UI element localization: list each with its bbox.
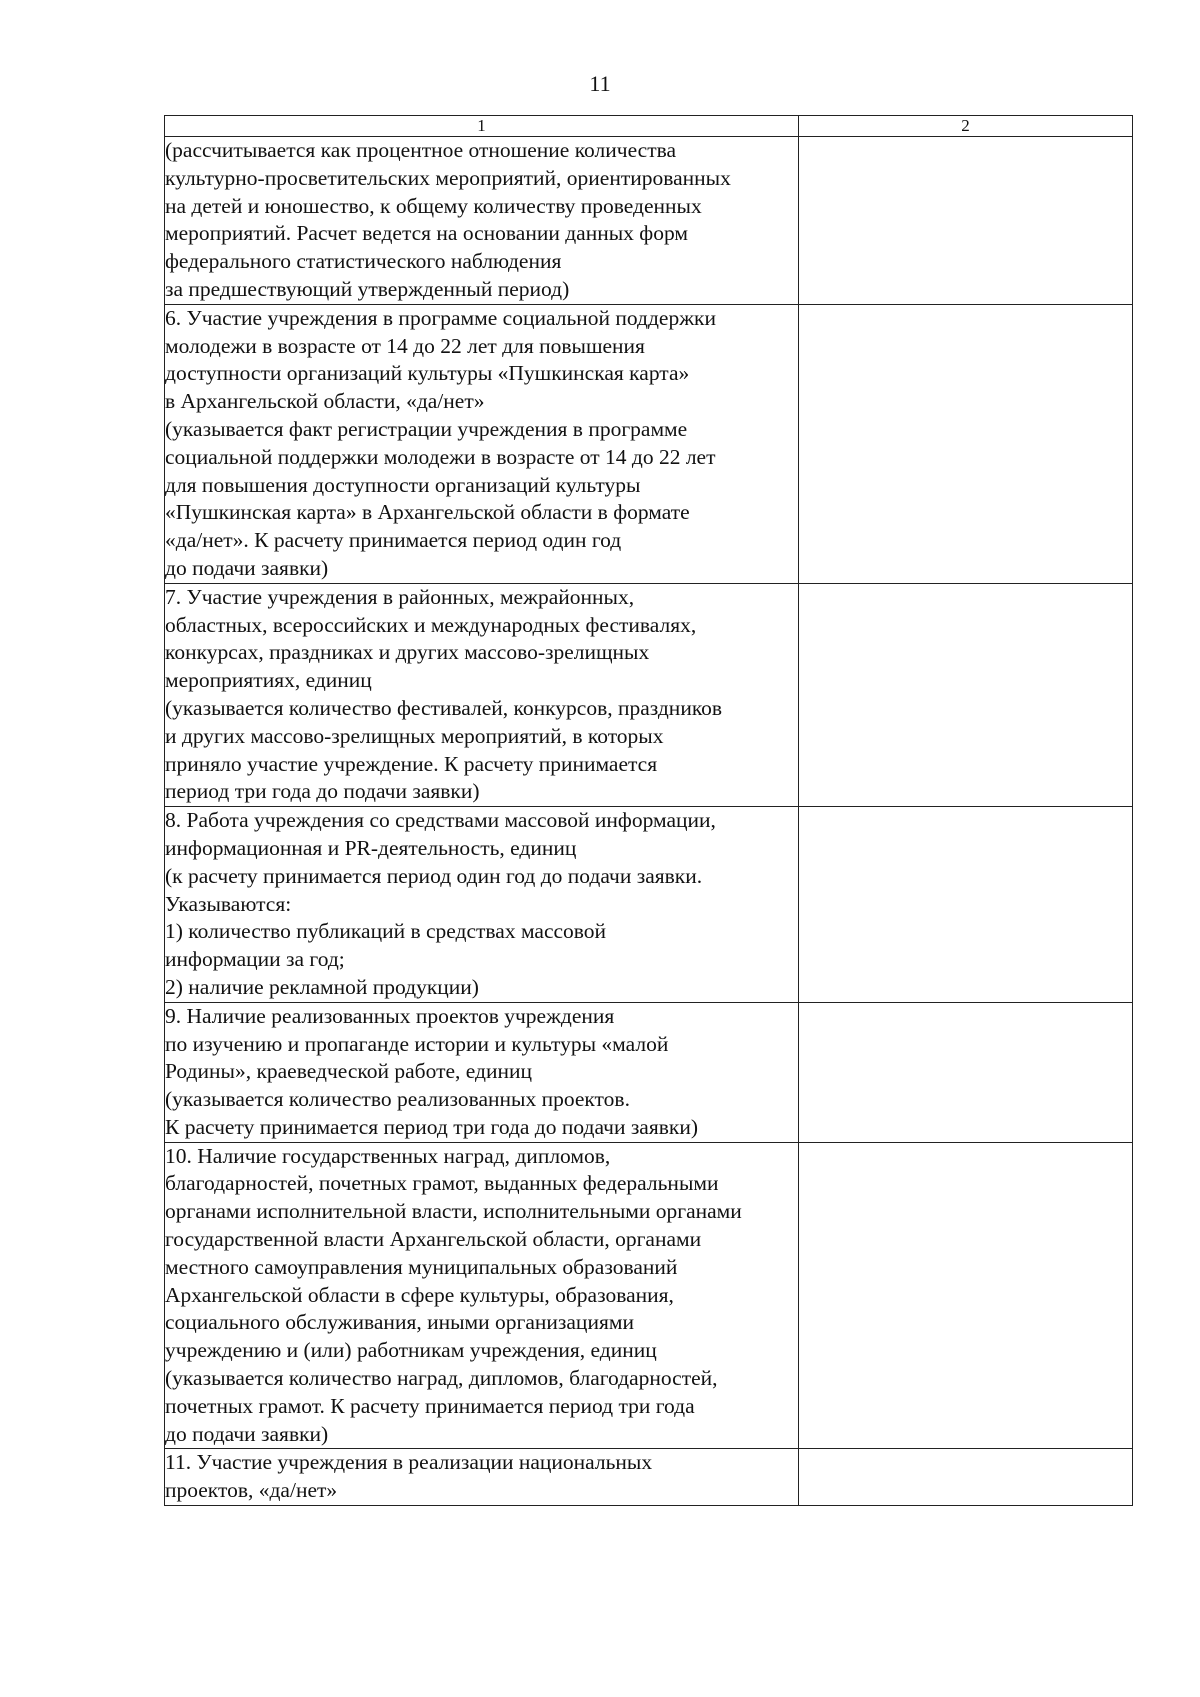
criterion-text-line: молодежи в возрасте от 14 до 22 лет для повышения xyxy=(165,333,645,358)
criterion-text-line: государственной власти Архангельской области, органами xyxy=(165,1227,702,1252)
criterion-text-line: 8. Работа учреждения со средствами массовой информации, xyxy=(165,808,716,833)
criterion-text-line: приняло участие учреждение. К расчету принимается xyxy=(165,751,658,776)
criterion-value-cell xyxy=(799,1449,1133,1506)
criterion-description-cell xyxy=(165,807,799,1003)
criterion-text-line: (указывается количество реализованных проектов. xyxy=(165,1087,630,1112)
criterion-text-line: мероприятий. Расчет ведется на основании данных форм xyxy=(165,221,689,246)
criterion-text-line: до подачи заявки) xyxy=(165,1421,329,1446)
criterion-text-line: для повышения доступности организаций культуры xyxy=(165,472,641,497)
criterion-text-line: органами исполнительной власти, исполнительными органами xyxy=(165,1199,742,1224)
table-row xyxy=(165,583,1133,806)
criterion-text-line: информации за год; xyxy=(165,947,345,972)
criterion-text-line: областных, всероссийских и международных фестивалях, xyxy=(165,612,697,637)
table-row xyxy=(165,137,1133,305)
criterion-text-line: «да/нет». К расчету принимается период один год xyxy=(165,528,622,553)
criterion-text-line: местного самоуправления муниципальных образований xyxy=(165,1254,678,1279)
criterion-description-cell xyxy=(165,1142,799,1449)
criterion-text-line: по изучению и пропаганде истории и культуры «малой xyxy=(165,1031,669,1056)
criterion-value-cell xyxy=(799,1142,1133,1449)
criterion-text-line: Указываются: xyxy=(165,891,292,916)
criterion-text-line: до подачи заявки) xyxy=(165,555,329,580)
criterion-value-cell xyxy=(799,807,1133,1003)
criterion-text-line: 9. Наличие реализованных проектов учреждения xyxy=(165,1003,615,1028)
criterion-text-line: учреждению и (или) работникам учреждения, единиц xyxy=(165,1338,657,1363)
criterion-text-line: (указывается факт регистрации учреждения в программе xyxy=(165,416,688,441)
criterion-text-line: культурно-просветительских мероприятий, ориентированных xyxy=(165,165,731,190)
page-number: 11 xyxy=(589,71,611,96)
criterion-value-cell xyxy=(799,304,1133,583)
criterion-text-line: 7. Участие учреждения в районных, межрайонных, xyxy=(165,584,635,609)
criterion-description-cell xyxy=(165,1449,799,1506)
column-header-1: 1 xyxy=(165,116,799,137)
criterion-description-cell xyxy=(165,304,799,583)
criterion-text-line: Родины», краеведческой работе, единиц xyxy=(165,1059,532,1084)
criterion-text-line: в Архангельской области, «да/нет» xyxy=(165,389,485,414)
criterion-text-line: (к расчету принимается период один год до подачи заявки. xyxy=(165,863,703,888)
criterion-value-cell xyxy=(799,1002,1133,1142)
criterion-text-line: социальной поддержки молодежи в возрасте от 14 до 22 лет xyxy=(165,444,716,469)
criterion-text-line: (указывается количество фестивалей, конкурсов, праздников xyxy=(165,695,723,720)
table-row xyxy=(165,1002,1133,1142)
column-header-2: 2 xyxy=(799,116,1133,137)
criterion-text-line: 2) наличие рекламной продукции) xyxy=(165,974,479,999)
criterion-text-line: Архангельской области в сфере культуры, образования, xyxy=(165,1282,674,1307)
criterion-text-line: «Пушкинская карта» в Архангельской области в формате xyxy=(165,500,690,525)
criterion-description-cell xyxy=(165,137,799,305)
criterion-text-line: (указывается количество наград, дипломов, благодарностей, xyxy=(165,1366,718,1391)
criterion-text-line: федерального статистического наблюдения xyxy=(165,249,562,274)
table-header-row xyxy=(165,116,1133,137)
criterion-text-line: на детей и юношество, к общему количеству проведенных xyxy=(165,193,702,218)
criterion-text-line: К расчету принимается период три года до подачи заявки) xyxy=(165,1114,699,1139)
criterion-text-line: за предшествующий утвержденный период) xyxy=(165,276,570,301)
criterion-text-line: информационная и PR-деятельность, единиц xyxy=(165,835,577,860)
criterion-text-line: доступности организаций культуры «Пушкинская карта» xyxy=(165,361,690,386)
criterion-value-cell xyxy=(799,137,1133,305)
table-body xyxy=(165,137,1133,1506)
criterion-text-line: (рассчитывается как процентное отношение количества xyxy=(165,138,677,162)
criterion-description-cell xyxy=(165,583,799,806)
criterion-text-line: проектов, «да/нет» xyxy=(165,1478,338,1503)
table-row xyxy=(165,807,1133,1003)
criterion-text-line: конкурсах, праздниках и других массово-зрелищных xyxy=(165,640,650,665)
table-row xyxy=(165,1449,1133,1506)
criterion-text-line: 10. Наличие государственных наград, дипломов, xyxy=(165,1143,611,1168)
table-row xyxy=(165,1142,1133,1449)
criterion-text-line: период три года до подачи заявки) xyxy=(165,779,480,804)
criterion-text-line: 11. Участие учреждения в реализации национальных xyxy=(165,1450,653,1475)
table-row xyxy=(165,304,1133,583)
criterion-text-line: благодарностей, почетных грамот, выданных федеральными xyxy=(165,1171,719,1196)
criterion-description-cell xyxy=(165,1002,799,1142)
criterion-text-line: почетных грамот. К расчету принимается период три года xyxy=(165,1393,695,1418)
criterion-text-line: 6. Участие учреждения в программе социальной поддержки xyxy=(165,305,717,330)
criterion-value-cell xyxy=(799,583,1133,806)
criterion-text-line: и других массово-зрелищных мероприятий, в которых xyxy=(165,723,664,748)
criterion-text-line: 1) количество публикаций в средствах массовой xyxy=(165,919,607,944)
criterion-text-line: мероприятиях, единиц xyxy=(165,668,372,693)
criteria-table xyxy=(164,115,1133,1506)
criterion-text-line: социального обслуживания, иными организациями xyxy=(165,1310,634,1335)
